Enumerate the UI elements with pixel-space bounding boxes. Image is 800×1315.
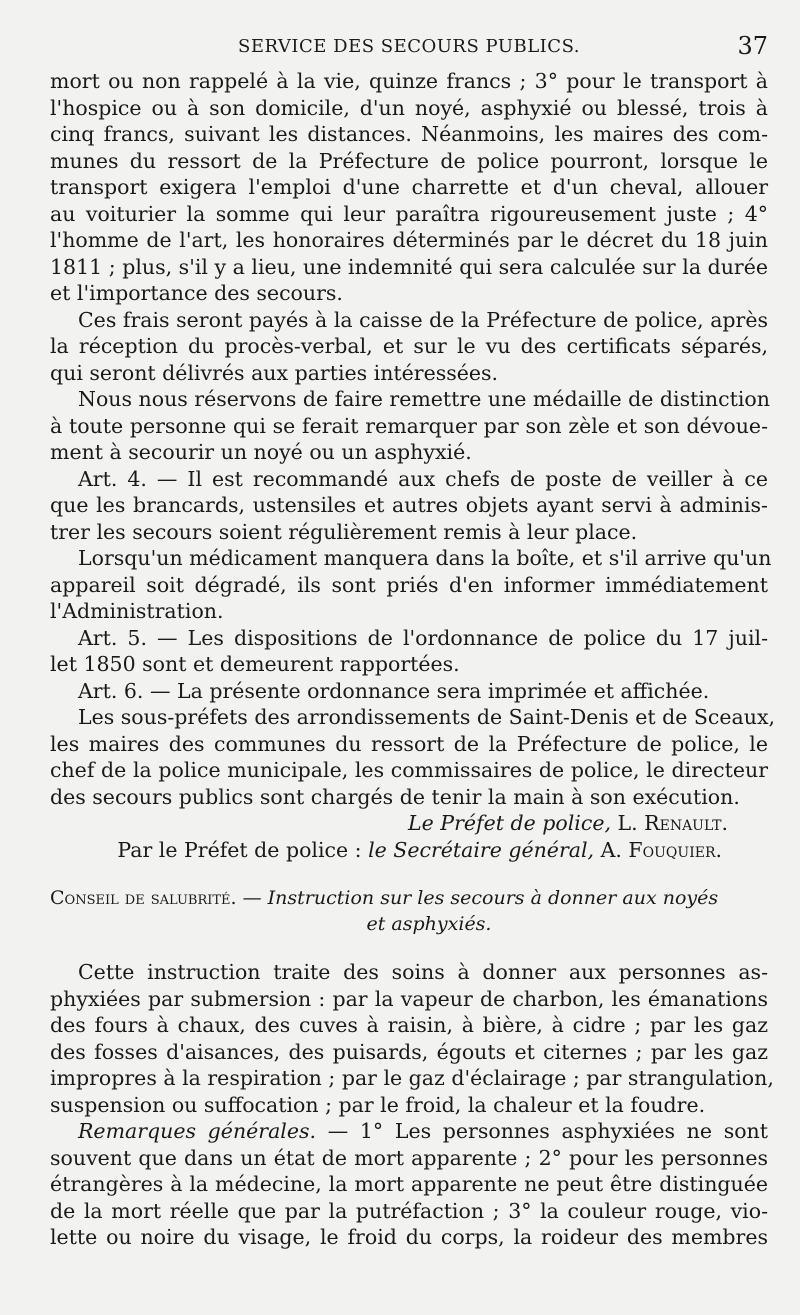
section-title: Instruction sur les secours à donner aux noyés: [267, 887, 719, 909]
page-header: [50, 32, 768, 62]
text-line: appareil soit dégradé, ils sont priés d'en informer immédiatement: [50, 572, 768, 597]
par-prefix: Par le Préfet de police :: [117, 837, 362, 862]
text-line: au voiturier la somme qui leur paraîtra rigoureusement juste ; 4°: [50, 201, 768, 226]
text-line: Nous nous réservons de faire remettre une médaille de distinction: [78, 387, 770, 411]
paragraph-payment: [50, 307, 768, 387]
paragraph-medal: [50, 386, 768, 466]
running-title: SERVICE DES SECOURS PUBLICS.: [238, 36, 580, 57]
text-line: Art. 6. — La présente ordonnance sera imprimée et affichée.: [78, 678, 710, 703]
text-line: souvent que dans un état de mort apparente ; 2° pour les personnes: [50, 1145, 768, 1170]
page-number: 37: [737, 32, 768, 60]
text-line: Cette instruction traite des soins à donner aux personnes as-: [78, 960, 768, 984]
text-line: étrangères à la médecine, la mort apparente ne peut être distinguée: [50, 1172, 768, 1196]
text-line: des secours publics sont chargés de tenir la main à son exécution.: [50, 784, 740, 809]
section-title-continued: et asphyxiés.: [366, 913, 492, 935]
text-line: chef de la police municipale, les commissaires de police, le directeur: [50, 758, 768, 782]
text-line: l'homme de l'art, les honoraires déterminés par le décret du 18 juin: [50, 228, 768, 252]
text-line: l'hospice ou à son domicile, d'un noyé, asphyxié ou blessé, trois à: [50, 95, 768, 120]
text-line: Art. 4. — Il est recommandé aux chefs de poste de veiller à ce: [78, 466, 768, 491]
section-heading: [50, 885, 768, 937]
secretaire-role: le Secrétaire général,: [368, 837, 595, 862]
text-line: [50, 1118, 768, 1145]
text-line: mort ou non rappelé à la vie, quinze francs ; 3° pour le transport à: [50, 69, 768, 93]
prefet-role: Le Préfet de police,: [408, 811, 611, 835]
secretaire-name: A. Fouquier.: [600, 837, 722, 862]
text-line: Art. 5. — Les dispositions de l'ordonnance de police du 17 juil-: [78, 625, 768, 650]
text-line: 1811 ; plus, s'il y a lieu, une indemnité qui sera calculée sur la durée: [50, 254, 768, 279]
text-line: suspension ou suffocation ; par le froid, la chaleur et la foudre.: [50, 1092, 706, 1117]
prefet-name: L. Renault.: [617, 811, 728, 835]
text-line: et l'importance des secours.: [50, 281, 343, 305]
paragraph-general-remarks: [50, 1118, 768, 1251]
text-line: Lorsqu'un médicament manquera dans la boîte, et s'il arrive qu'un: [78, 546, 772, 570]
text-line: les maires des communes du ressort de la Préfecture de police, le: [50, 731, 768, 756]
paragraph-instruction-scope: [50, 959, 774, 1118]
signature-block: [50, 810, 768, 863]
paragraph-article-6: [50, 678, 768, 705]
prefet-signature: [50, 810, 768, 837]
secretaire-signature: [50, 837, 768, 864]
text-line: la réception du procès-verbal, et sur le vu des certificats séparés,: [50, 334, 768, 358]
paragraph-medicine-box: [50, 545, 772, 625]
page-body: [50, 68, 776, 1251]
section-dash: —: [236, 887, 262, 909]
paragraph-fees: [50, 68, 768, 307]
remarks-lead: Remarques générales.: [78, 1119, 317, 1143]
text-line: let 1850 sont et demeurent rapportées.: [50, 652, 460, 676]
text-line: ment à secourir un noyé ou un asphyxié.: [50, 440, 472, 464]
text-line: munes du ressort de la Préfecture de police pourront, lorsque le: [50, 148, 768, 173]
text-line: phyxiées par submersion : par la vapeur de charbon, les émanations: [50, 986, 768, 1011]
text-line: l'Administration.: [50, 599, 224, 623]
text-line: de la mort réelle que par la putréfaction ; 3° la couleur rouge, vio-: [50, 1198, 768, 1223]
text-line: des fours à chaux, des cuves à raisin, à bière, à cidre ; par les gaz: [50, 1013, 768, 1037]
text-line: lette ou noire du visage, le froid du corps, la roideur des membres: [50, 1225, 768, 1249]
text-line: à toute personne qui se ferait remarquer par son zèle et son dévoue-: [50, 413, 768, 438]
paragraph-article-4: [50, 466, 768, 546]
text-line: des fosses d'aisances, des puisards, égouts et citernes ; par les gaz: [50, 1039, 768, 1064]
text-line: Ces frais seront payés à la caisse de la Préfecture de police, après: [78, 307, 768, 332]
text-line: transport exigera l'emploi d'une charrette et d'un cheval, allouer: [50, 175, 768, 199]
text-line: qui seront délivrés aux parties intéressées.: [50, 360, 499, 385]
paragraph-article-5: [50, 625, 768, 678]
remarks-first-rest: — 1° Les personnes asphyxiées ne sont: [316, 1119, 769, 1143]
text-line: Les sous-préfets des arrondissements de Saint-Denis et de Sceaux,: [78, 705, 776, 729]
text-line: trer les secours soient régulièrement remis à leur place.: [50, 519, 638, 544]
section-label: Conseil de salubrité.: [50, 887, 237, 909]
text-line: cinq francs, suivant les distances. Néanmoins, les maires des com-: [50, 122, 768, 146]
paragraph-officials: [50, 704, 776, 810]
text-line: impropres à la respiration ; par le gaz d'éclairage ; par strangulation,: [50, 1066, 774, 1090]
text-line: que les brancards, ustensiles et autres objets ayant servi à adminis-: [50, 493, 768, 517]
